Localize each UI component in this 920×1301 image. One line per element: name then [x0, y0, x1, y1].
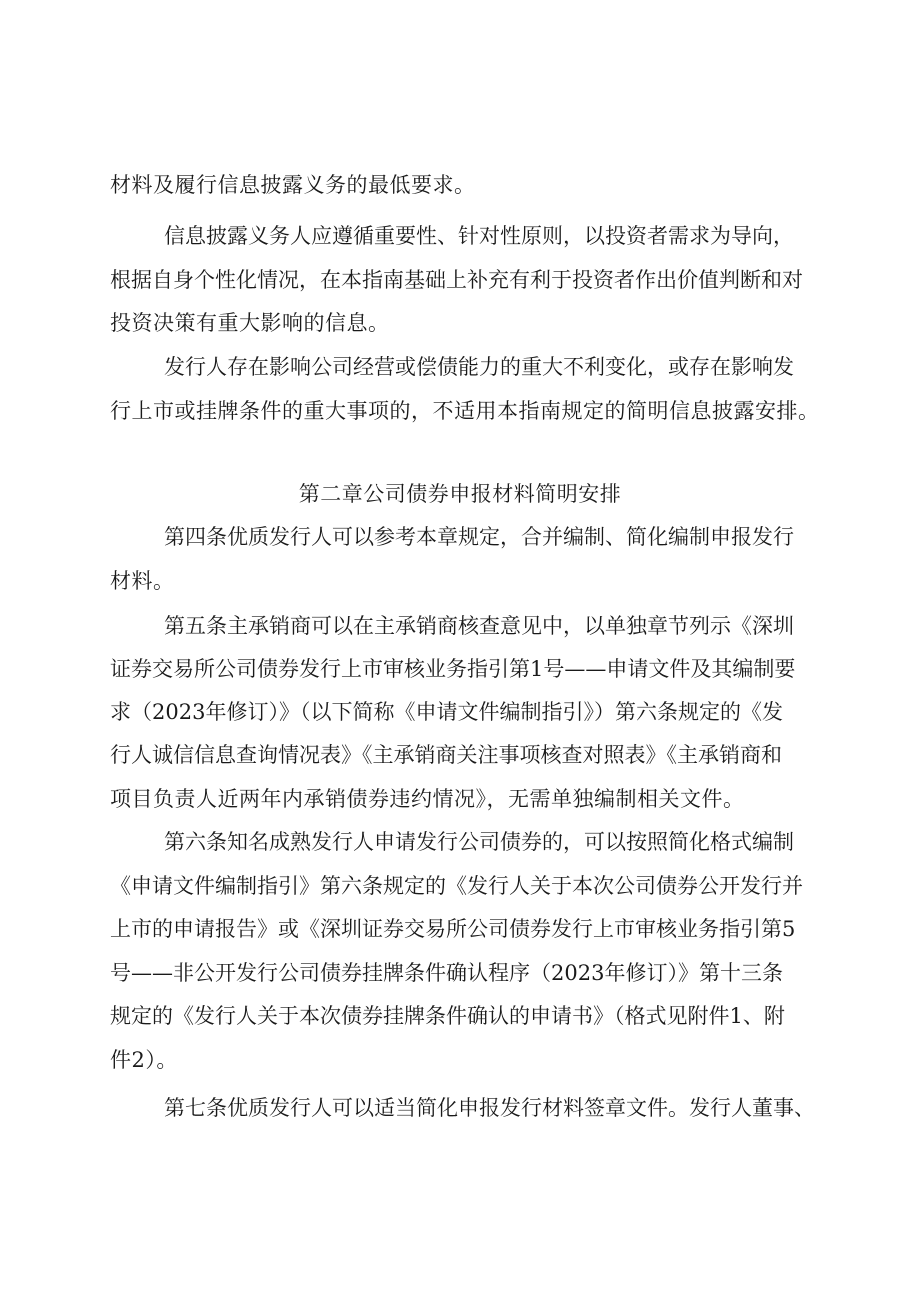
text-line: 上市的申请报告》或《深圳证券交易所公司债券发行上市审核业务指引第5: [110, 917, 796, 941]
text-line: 求（2023年修订）》（以下简称《申请文件编制指引》）第六条规定的《发: [110, 700, 783, 724]
text-line: 号——非公开发行公司债券挂牌条件确认程序（2023年修订）》第十三条: [110, 961, 783, 985]
text-line: 行人诚信信息查询情况表》《主承销商关注事项核查对照表》《主承销商和: [110, 743, 782, 767]
text-line: 《申请文件编制指引》第六条规定的《发行人关于本次公司债券公开发行并: [110, 874, 803, 898]
chapter-heading: 第二章公司债券申报材料简明安排: [298, 482, 622, 506]
text-line: 件2）。: [110, 1048, 178, 1072]
text-line: 项目负责人近两年内承销债券违约情况》，无需单独编制相关文件。: [110, 787, 745, 811]
text-line: 投资决策有重大影响的信息。: [110, 311, 390, 335]
text-line: 材料。: [110, 569, 175, 593]
text-line: 材料及履行信息披露义务的最低要求。: [110, 173, 476, 197]
text-line: 证券交易所公司债券发行上市审核业务指引第1号——申请文件及其编制要: [110, 657, 796, 681]
text-line: 行上市或挂牌条件的重大事项的，不适用本指南规定的简明信息披露安排。: [110, 399, 820, 423]
text-line: 根据自身个性化情况，在本指南基础上补充有利于投资者作出价值判断和对: [110, 268, 803, 292]
text-line: 第七条优质发行人可以适当简化申报发行材料签章文件。发行人董事、: [164, 1096, 815, 1120]
text-line: 信息披露义务人应遵循重要性、针对性原则，以投资者需求为导向，: [164, 224, 794, 248]
text-line: 第五条主承销商可以在主承销商核查意见中，以单独章节列示《深圳: [164, 614, 794, 638]
text-line: 规定的《发行人关于本次债券挂牌条件确认的申请书》（格式见附件1、附: [110, 1004, 785, 1028]
text-line: 第六条知名成熟发行人申请发行公司债券的，可以按照简化格式编制: [164, 830, 794, 854]
text-line: 发行人存在影响公司经营或偿债能力的重大不利变化，或存在影响发: [164, 355, 794, 379]
text-line: 第四条优质发行人可以参考本章规定，合并编制、简化编制申报发行: [164, 525, 794, 549]
